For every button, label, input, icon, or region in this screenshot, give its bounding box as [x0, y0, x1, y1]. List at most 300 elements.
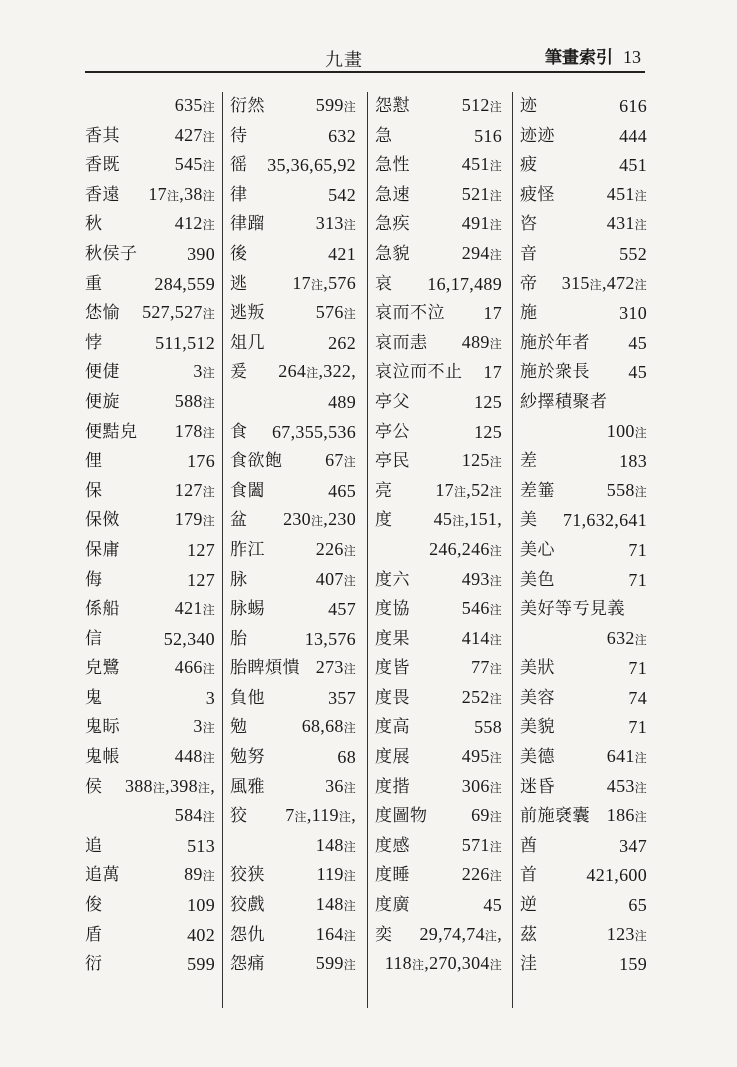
index-entry: [375, 358, 502, 388]
entry-page-ref: 67,355,536: [272, 421, 356, 442]
entry-page-ref: 186注: [606, 805, 647, 826]
entry-page-ref: 89注: [184, 864, 215, 885]
entry-term: 胙江: [230, 539, 265, 560]
entry-term: 急疾: [375, 214, 410, 235]
entry-page-ref: 616: [619, 96, 647, 116]
entry-term: 香其: [85, 125, 120, 146]
entry-term: 度廣: [375, 895, 410, 916]
index-entry: [375, 861, 502, 891]
column-divider: [512, 92, 513, 1008]
entry-term: 前施褎囊: [520, 806, 590, 827]
entry-page-ref: 179注: [174, 509, 215, 530]
entry-page-ref: 584注: [174, 805, 215, 826]
entry-page-ref: 67注: [325, 450, 356, 471]
entry-page-ref: 164注: [315, 923, 356, 944]
index-entry: [375, 595, 502, 625]
entry-term: 重: [85, 273, 103, 294]
entry-term: 急貌: [375, 243, 410, 264]
index-entry: [85, 684, 215, 714]
entry-page-ref: 495注: [461, 746, 502, 767]
entry-page-ref: 421,600: [586, 865, 647, 886]
index-entry: [230, 418, 356, 448]
entry-page-ref: 100注: [606, 420, 647, 441]
entry-term: 施於年者: [520, 332, 590, 353]
index-entry: [230, 566, 356, 596]
entry-term: 美狀: [520, 658, 555, 679]
entry-page-ref: 512注: [461, 95, 502, 115]
index-entry: [85, 595, 215, 625]
entry-page-ref: 45: [483, 895, 502, 916]
header-rule: [85, 71, 645, 73]
entry-term: 怨懟: [375, 96, 410, 116]
entry-term: 度揩: [375, 776, 410, 797]
entry-term: 哀: [375, 273, 393, 294]
entry-term: 便黠皃: [85, 421, 138, 442]
index-entry: [520, 477, 647, 507]
entry-page-ref: 310: [619, 303, 647, 324]
index-entry: [230, 388, 356, 418]
index-entry: [375, 329, 502, 359]
entry-page-ref: 17注,576: [292, 272, 356, 293]
entry-page-ref: 588注: [174, 390, 215, 411]
entry-term: 差箠: [520, 480, 555, 501]
running-head: [545, 43, 641, 68]
entry-page-ref: 226注: [315, 538, 356, 559]
entry-term: 度六: [375, 569, 410, 590]
entry-page-ref: 402: [187, 924, 215, 945]
entry-page-ref: 273注: [315, 657, 356, 678]
entry-term: 美心: [520, 539, 555, 560]
index-entry: [375, 891, 502, 921]
entry-term: 迹: [520, 96, 538, 116]
entry-term: 亭公: [375, 421, 410, 442]
entry-term: 衍: [85, 954, 103, 975]
entry-page-ref: 16,17,489: [427, 273, 502, 294]
index-entry: [375, 240, 502, 270]
index-entry: [230, 122, 356, 152]
index-entry: [375, 684, 502, 714]
entry-term: 紗擇積聚者: [520, 391, 608, 412]
entry-term: 信: [85, 628, 103, 649]
index-title: 筆畫索引: [545, 48, 613, 68]
index-entry: [375, 299, 502, 329]
entry-term: 逃: [230, 273, 248, 294]
index-entry: [520, 270, 647, 300]
index-entry: [375, 802, 502, 832]
entry-page-ref: 125: [474, 421, 502, 442]
index-entry: [520, 447, 647, 477]
index-entry: [520, 684, 647, 714]
index-entry: [375, 92, 502, 122]
index-entry: [230, 358, 356, 388]
index-entry: [85, 122, 215, 152]
entry-page-ref: 148注: [315, 834, 356, 855]
index-entry: [230, 447, 356, 477]
index-entry: [375, 477, 502, 507]
entry-term: 逆: [520, 895, 538, 916]
entry-term: 勉努: [230, 747, 265, 768]
index-entry: [85, 151, 215, 181]
index-entry: [85, 240, 215, 270]
entry-page-ref: 407注: [315, 568, 356, 589]
entry-term: 美德: [520, 747, 555, 768]
index-entry: [85, 536, 215, 566]
entry-term: 保: [85, 480, 103, 501]
entry-term: 鬼帳: [85, 747, 120, 768]
index-entry: [520, 891, 647, 921]
index-entry: [85, 418, 215, 448]
index-entry: [230, 921, 356, 951]
entry-term: 度: [375, 510, 393, 531]
index-entry: [230, 240, 356, 270]
page-number: 13: [623, 47, 641, 67]
entry-page-ref: 17: [483, 362, 502, 383]
index-entry: [375, 388, 502, 418]
entry-page-ref: 315注,472注: [561, 272, 647, 293]
entry-term: 度高: [375, 717, 410, 738]
index-column-1: [85, 92, 215, 1017]
index-entry: [375, 181, 502, 211]
index-entry: [230, 92, 356, 122]
entry-page-ref: 431注: [606, 213, 647, 234]
index-entry: [230, 654, 356, 684]
index-entry: [375, 447, 502, 477]
entry-term: 後: [230, 243, 248, 264]
entry-term: 俊: [85, 895, 103, 916]
entry-term: 悖: [85, 332, 103, 353]
entry-term: 狡戲: [230, 895, 265, 916]
entry-term: 胎睥煩憒: [230, 658, 300, 679]
entry-term: 保傚: [85, 510, 120, 531]
index-entry: [230, 299, 356, 329]
column-divider: [222, 92, 223, 1008]
index-entry: [85, 181, 215, 211]
index-entry: [85, 861, 215, 891]
entry-page-ref: 306注: [461, 775, 502, 796]
entry-page-ref: 148注: [315, 894, 356, 915]
index-entry: [375, 151, 502, 181]
entry-term: 爰: [230, 362, 248, 383]
entry-term: 鬼: [85, 687, 103, 708]
entry-page-ref: 45注,151,: [433, 509, 502, 530]
entry-page-ref: 427注: [174, 124, 215, 145]
entry-page-ref: 444: [619, 125, 647, 146]
entry-term: 食欲飽: [230, 451, 283, 472]
index-entry: [230, 536, 356, 566]
entry-term: 音: [520, 243, 538, 264]
index-entry: [375, 210, 502, 240]
entry-page-ref: 558: [474, 717, 502, 738]
entry-term: 追萬: [85, 865, 120, 886]
entry-page-ref: 451: [619, 155, 647, 176]
index-entry: [520, 566, 647, 596]
entry-term: 度畏: [375, 687, 410, 708]
index-entry: [85, 950, 215, 980]
entry-term: 迷昏: [520, 776, 555, 797]
entry-page-ref: 451注: [461, 154, 502, 175]
entry-term: 係船: [85, 599, 120, 620]
index-entry: [230, 625, 356, 655]
index-entry: [85, 92, 215, 122]
entry-term: 施: [520, 303, 538, 324]
index-entry: [520, 743, 647, 773]
entry-page-ref: 357: [328, 687, 356, 708]
index-entry: [230, 151, 356, 181]
index-entry: [520, 329, 647, 359]
entry-page-ref: 521注: [461, 183, 502, 204]
index-entry: [375, 773, 502, 803]
entry-page-ref: 3: [205, 687, 215, 708]
entry-term: 洼: [520, 954, 538, 975]
entry-page-ref: 183: [619, 451, 647, 472]
entry-page-ref: 453注: [606, 775, 647, 796]
index-entry: [230, 477, 356, 507]
entry-page-ref: 109: [187, 895, 215, 916]
index-entry: [85, 358, 215, 388]
index-entry: [230, 181, 356, 211]
entry-page-ref: 17注,52注: [435, 479, 502, 500]
entry-page-ref: 29,74,74注,: [419, 923, 502, 944]
index-entry: [85, 802, 215, 832]
entry-term: 秋侯子: [85, 243, 138, 264]
index-column-3: [375, 92, 502, 1017]
entry-term: 迹迹: [520, 125, 555, 146]
entry-page-ref: 313注: [315, 213, 356, 234]
entry-page-ref: 412注: [174, 213, 215, 234]
section-title: 九畫: [325, 50, 363, 71]
entry-page-ref: 493注: [461, 568, 502, 589]
entry-page-ref: 576注: [315, 302, 356, 323]
entry-page-ref: 127: [187, 539, 215, 560]
entry-page-ref: 451注: [606, 183, 647, 204]
index-entry: [520, 595, 647, 625]
entry-page-ref: 52,340: [163, 628, 215, 649]
entry-page-ref: 226注: [461, 864, 502, 885]
entry-term: 奕: [375, 924, 393, 945]
index-entry: [375, 418, 502, 448]
entry-term: 律: [230, 184, 248, 205]
entry-page-ref: 74: [628, 687, 647, 708]
entry-term: 俚: [85, 451, 103, 472]
entry-page-ref: 77注: [471, 657, 502, 678]
entry-term: 帝: [520, 273, 538, 294]
entry-page-ref: 546注: [461, 598, 502, 619]
entry-page-ref: 264注,322,: [278, 361, 356, 382]
index-entry: [520, 713, 647, 743]
entry-page-ref: 230注,230: [283, 509, 356, 530]
entry-page-ref: 347: [619, 835, 647, 856]
entry-page-ref: 71: [628, 569, 647, 590]
entry-term: 便倢: [85, 362, 120, 383]
entry-page-ref: 123注: [606, 923, 647, 944]
entry-term: 徭: [230, 155, 248, 176]
entry-term: 急性: [375, 155, 410, 176]
entry-term: 盾: [85, 924, 103, 945]
entry-page-ref: 17: [483, 303, 502, 324]
index-entry: [230, 891, 356, 921]
index-entry: [375, 713, 502, 743]
entry-term: 施於衆長: [520, 362, 590, 383]
index-entry: [85, 388, 215, 418]
entry-term: 香既: [85, 155, 120, 176]
entry-term: 美好等亐見義: [520, 599, 625, 620]
entry-term: 亭民: [375, 451, 410, 472]
entry-page-ref: 17注,38注: [148, 183, 215, 204]
entry-term: 鬼眎: [85, 717, 120, 738]
entry-term: 恷愉: [85, 303, 120, 324]
entry-term: 皃鷺: [85, 658, 120, 679]
entry-page-ref: 545注: [174, 154, 215, 175]
index-entry: [85, 654, 215, 684]
page-header: [0, 0, 737, 75]
index-entry: [375, 566, 502, 596]
entry-term: 待: [230, 125, 248, 146]
entry-term: 脉蜴: [230, 599, 265, 620]
entry-page-ref: 635注: [174, 95, 215, 115]
index-entry: [85, 891, 215, 921]
entry-term: 胎: [230, 628, 248, 649]
entry-term: 哀泣而不止: [375, 362, 463, 383]
index-entry: [520, 832, 647, 862]
entry-page-ref: 465: [328, 480, 356, 501]
entry-page-ref: 511,512: [155, 332, 215, 353]
index-entry: [230, 743, 356, 773]
entry-page-ref: 262: [328, 332, 356, 353]
entry-page-ref: 284,559: [154, 273, 215, 294]
entry-term: 怨仇: [230, 924, 265, 945]
index-entry: [230, 950, 356, 980]
index-entry: [520, 92, 647, 122]
entry-page-ref: 36注: [325, 775, 356, 796]
entry-page-ref: 69注: [471, 805, 502, 826]
index-entry: [520, 210, 647, 240]
entry-page-ref: 599注: [315, 95, 356, 115]
entry-term: 俎几: [230, 332, 265, 353]
index-entry: [230, 832, 356, 862]
entry-term: 疲: [520, 155, 538, 176]
index-entry: [520, 506, 647, 536]
index-entry: [230, 861, 356, 891]
entry-page-ref: 45: [628, 332, 647, 353]
entry-page-ref: 516: [474, 125, 502, 146]
entry-page-ref: 421: [328, 243, 356, 264]
entry-page-ref: 599注: [315, 953, 356, 974]
entry-term: 美貌: [520, 717, 555, 738]
entry-page-ref: 252注: [461, 686, 502, 707]
index-entry: [520, 625, 647, 655]
index-entry: [520, 418, 647, 448]
index-entry: [85, 773, 215, 803]
entry-term: 保庸: [85, 539, 120, 560]
entry-term: 侯: [85, 776, 103, 797]
index-entry: [85, 743, 215, 773]
entry-page-ref: 71: [628, 717, 647, 738]
index-entry: [520, 773, 647, 803]
entry-term: 香遠: [85, 184, 120, 205]
entry-page-ref: 127: [187, 569, 215, 590]
entry-term: 律蹓: [230, 214, 265, 235]
entry-page-ref: 65: [628, 895, 647, 916]
entry-term: 度感: [375, 835, 410, 856]
entry-page-ref: 71: [628, 658, 647, 679]
entry-term: 亭父: [375, 391, 410, 412]
index-entry: [85, 210, 215, 240]
entry-page-ref: 71: [628, 539, 647, 560]
entry-term: 度果: [375, 628, 410, 649]
index-entry: [85, 832, 215, 862]
entry-term: 衍然: [230, 96, 265, 116]
entry-page-ref: 542: [328, 184, 356, 205]
entry-term: 亮: [375, 480, 393, 501]
index-entry: [520, 861, 647, 891]
index-entry: [520, 654, 647, 684]
entry-term: 哀而不泣: [375, 303, 445, 324]
entry-page-ref: 632注: [606, 627, 647, 648]
entry-term: 度協: [375, 599, 410, 620]
index-entry: [520, 536, 647, 566]
entry-term: 食: [230, 421, 248, 442]
index-entry: [230, 270, 356, 300]
entry-page-ref: 178注: [174, 420, 215, 441]
entry-page-ref: 71,632,641: [563, 510, 647, 531]
index-entry: [520, 388, 647, 418]
entry-term: 狡狭: [230, 865, 265, 886]
entry-term: 差: [520, 451, 538, 472]
index-entry: [230, 802, 356, 832]
index-entry: [230, 595, 356, 625]
index-entry: [230, 684, 356, 714]
index-entry: [230, 329, 356, 359]
index-entry: [85, 329, 215, 359]
entry-page-ref: 390: [187, 243, 215, 264]
index-entry: [375, 536, 502, 566]
index-entry: [520, 181, 647, 211]
index-entry: [230, 773, 356, 803]
index-entry: [375, 625, 502, 655]
entry-page-ref: 125: [474, 391, 502, 412]
index-entry: [520, 802, 647, 832]
entry-page-ref: 466注: [174, 657, 215, 678]
index-entry: [85, 713, 215, 743]
index-entry: [520, 299, 647, 329]
entry-page-ref: 35,36,65,92: [267, 155, 356, 176]
index-column-4: [520, 92, 647, 1017]
entry-term: 勉: [230, 717, 248, 738]
entry-page-ref: 599: [187, 954, 215, 975]
entry-term: 急速: [375, 184, 410, 205]
entry-term: 脉: [230, 569, 248, 590]
entry-page-ref: 119注: [316, 864, 356, 885]
index-entry: [520, 240, 647, 270]
entry-page-ref: 558注: [606, 479, 647, 500]
index-entry: [520, 950, 647, 980]
entry-term: 美: [520, 510, 538, 531]
entry-term: 疲怪: [520, 184, 555, 205]
entry-term: 度展: [375, 747, 410, 768]
entry-term: 便旋: [85, 391, 120, 412]
entry-term: 狡: [230, 806, 248, 827]
index-entry: [520, 151, 647, 181]
index-entry: [230, 713, 356, 743]
entry-term: 美色: [520, 569, 555, 590]
entry-page-ref: 489注: [461, 331, 502, 352]
entry-term: 盆: [230, 510, 248, 531]
entry-page-ref: 3注: [193, 361, 215, 382]
entry-page-ref: 159: [619, 954, 647, 975]
entry-term: 怨痛: [230, 954, 265, 975]
index-entry: [85, 299, 215, 329]
index-entry: [230, 506, 356, 536]
